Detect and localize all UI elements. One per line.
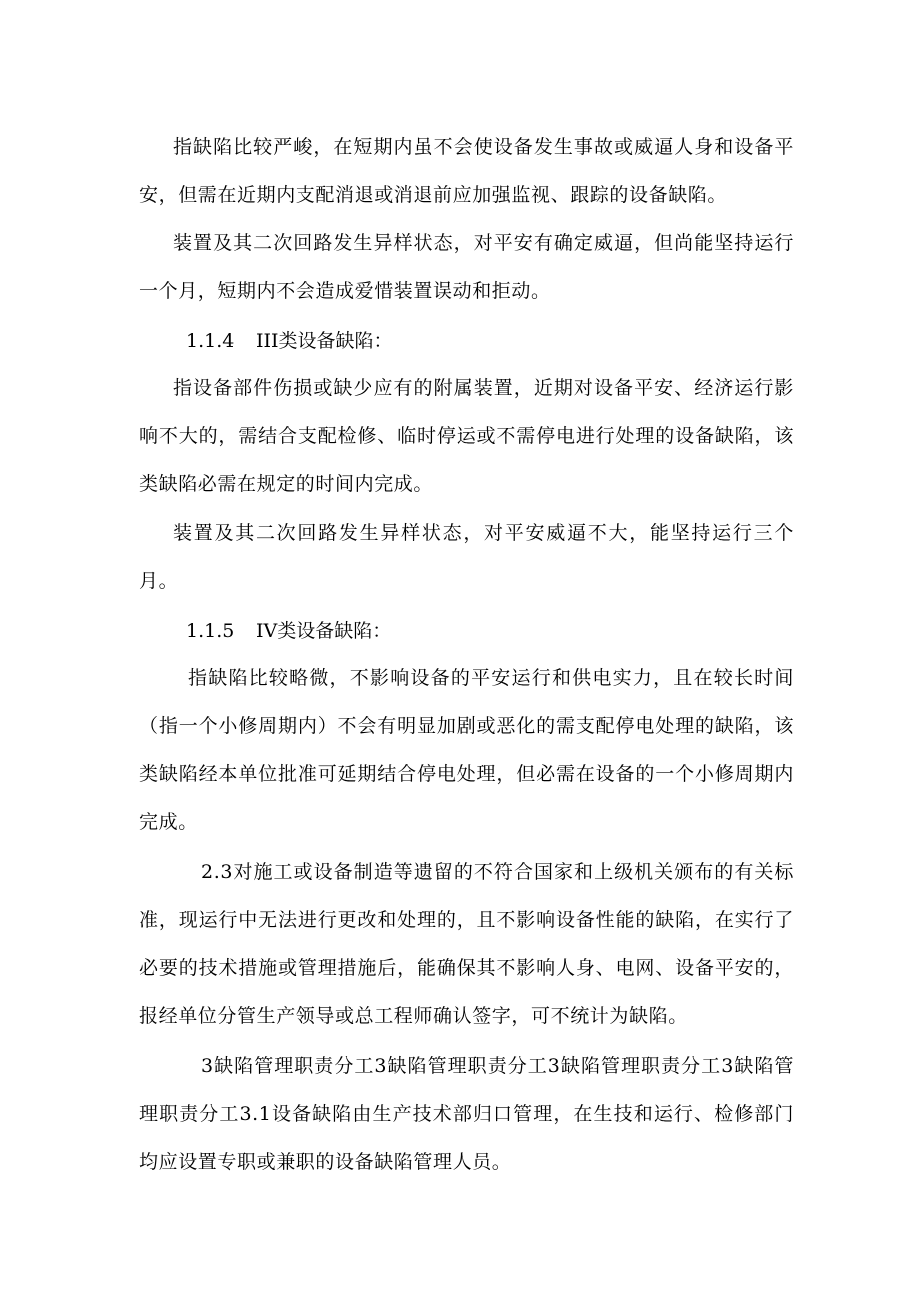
section-heading-1-1-5 [186, 607, 391, 655]
paragraph-class-ii-protection: 装置及其二次回路发生异样状态，对平安有确定威逼，但尚能坚持运行一个月，短期内不会造成爱惜装置误动和拒动。 [139, 232, 794, 302]
paragraph-section-2-3: 2.3对施工或设备制造等遗留的不符合国家和上级机关颁布的有关标准，现运行中无法进行更改和处理的，且不影响设备性能的缺陷，在实行了必要的技术措施或管理措施后，能确保其不影响人身、电网、设备平安的，报经单位分管生产领导或总工程师确认签字，可不统计为缺陷。 [139, 861, 794, 1027]
section-title: IV类设备缺陷： [256, 620, 392, 642]
paragraph-class-iv-definition: 指缺陷比较略微，不影响设备的平安运行和供电实力，且在较长时间（指一个小修周期内）不会有明显加剧或恶化的需支配停电处理的缺陷，该类缺陷经本单位批准可延期结合停电处理，但必需在设备的一个小修周期内完成。 [139, 667, 794, 833]
paragraph-class-iii-protection: 装置及其二次回路发生异样状态，对平安威逼不大，能坚持运行三个月。 [139, 522, 794, 592]
paragraph-section-3-responsibilities: 3缺陷管理职责分工3缺陷管理职责分工3缺陷管理职责分工3缺陷管理职责分工3.1设备缺陷由生产技术部归口管理，在生技和运行、检修部门均应设置专职或兼职的设备缺陷管理人员。 [139, 1055, 794, 1173]
section-number: 1.1.4 [186, 330, 235, 352]
section-number: 1.1.5 [186, 620, 235, 642]
section-heading-1-1-4 [186, 317, 393, 365]
paragraph-class-ii-definition: 指缺陷比较严峻，在短期内虽不会使设备发生事故或威逼人身和设备平安，但需在近期内支配消退或消退前应加强监视、跟踪的设备缺陷。 [139, 136, 794, 206]
section-title: III类设备缺陷： [256, 330, 393, 352]
paragraph-class-iii-definition: 指设备部件伤损或缺少应有的附属装置，近期对设备平安、经济运行影响不大的，需结合支配检修、临时停运或不需停电进行处理的设备缺陷，该类缺陷必需在规定的时间内完成。 [139, 377, 794, 495]
